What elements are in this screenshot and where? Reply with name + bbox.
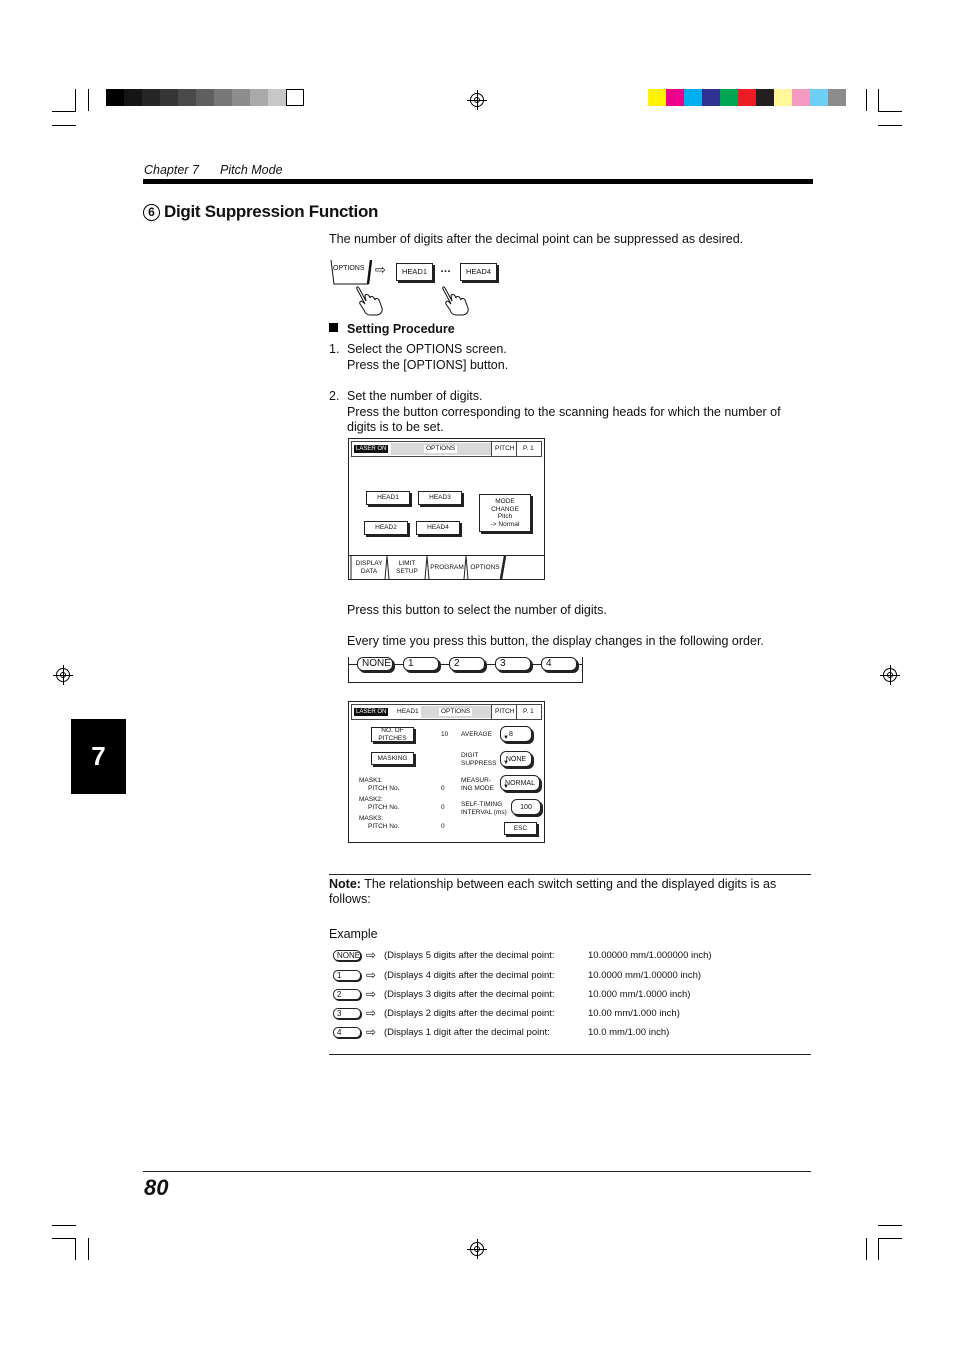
step1-detail: Press the [OPTIONS] button. <box>347 358 509 372</box>
options-tab-icon <box>330 259 372 287</box>
screen-title: OPTIONS <box>441 708 471 715</box>
mode-line: MODE <box>495 498 515 505</box>
options-screen <box>348 438 545 580</box>
example-description: (Displays 1 digit after the decimal point: <box>384 1027 550 1038</box>
tab-label: LIMIT <box>398 560 416 567</box>
crop-mark <box>52 125 76 126</box>
pointing-hand-icon <box>441 286 471 316</box>
label-line: PITCH No. <box>368 784 400 792</box>
options-tab-label: OPTIONS <box>333 265 365 272</box>
mask3-label <box>359 815 399 830</box>
step-number: 2. <box>329 389 340 403</box>
calibration-swatch <box>178 89 196 106</box>
no-of-pitches-value: 10 <box>441 731 449 738</box>
mode-line: -> Normal <box>490 520 520 528</box>
mode-line: CHANGE <box>491 505 519 513</box>
crop-mark <box>878 111 902 112</box>
page-number: 80 <box>144 1175 169 1200</box>
crop-mark <box>52 1238 76 1239</box>
page-indicator: P. 1 <box>523 445 534 452</box>
registration-mark-icon <box>883 668 897 682</box>
note-body-cont: follows: <box>329 892 371 906</box>
calibration-swatch <box>720 89 738 106</box>
intro-text: The number of digits after the decimal point can be suppressed as desired. <box>329 232 744 246</box>
example-button-1: 1 <box>333 970 361 981</box>
pitch-label: PITCH <box>495 708 515 715</box>
mode-change-button[interactable] <box>479 494 531 532</box>
calibration-swatch <box>214 89 232 106</box>
crop-mark <box>878 125 902 126</box>
calibration-swatch <box>648 89 666 106</box>
order-instruction: Every time you press this button, the display changes in the following order. <box>347 634 764 648</box>
bullet-square-icon <box>329 323 338 332</box>
crop-mark <box>88 1238 89 1260</box>
button-line: NO. OF <box>381 727 404 734</box>
step2-detail-cont: digits is to be set. <box>347 420 444 434</box>
calibration-swatch <box>250 89 268 106</box>
example-button-3: 3 <box>333 1008 361 1019</box>
crop-mark <box>88 89 89 111</box>
example-description: (Displays 4 digits after the decimal point: <box>384 970 555 981</box>
calibration-swatch <box>196 89 214 106</box>
arrow-right-icon: ⇨ <box>366 948 377 962</box>
select-value: NORMAL <box>505 779 535 787</box>
note-body: The relationship between each switch setting and the displayed digits is as <box>360 877 777 891</box>
crop-mark <box>878 1225 902 1226</box>
example-value: 10.00 mm/1.000 inch) <box>588 1008 680 1019</box>
calibration-swatch <box>666 89 684 106</box>
calibration-swatch <box>774 89 792 106</box>
crop-mark <box>52 1225 76 1226</box>
dropdown-arrow-icon: ▼ <box>503 735 509 741</box>
note-label: Note: <box>329 877 361 891</box>
label-line: PITCH No. <box>368 822 400 830</box>
select-value: 8 <box>509 730 513 738</box>
label-line: MASK3: <box>359 815 383 822</box>
label-line: ING MODE <box>461 784 494 792</box>
divider <box>516 442 517 456</box>
example-value: 10.0000 mm/1.00000 inch) <box>588 970 702 981</box>
head2-button[interactable]: HEAD2 <box>364 521 408 535</box>
footer-rule <box>143 1171 811 1172</box>
calibration-swatch <box>756 89 774 106</box>
label-line: INTERVAL (ms) <box>461 808 507 816</box>
example-value: 10.00000 mm/1.000000 inch) <box>588 950 712 961</box>
crop-mark <box>878 1238 902 1239</box>
mask3-value: 0 <box>441 823 445 830</box>
chapter-side-tab: 7 <box>71 719 126 794</box>
header-rule <box>143 179 813 184</box>
measuring-mode-select[interactable] <box>500 775 540 791</box>
divider <box>516 705 517 719</box>
self-timing-label <box>461 801 507 816</box>
dropdown-arrow-icon: ▼ <box>503 760 509 766</box>
registration-mark-icon <box>470 1242 484 1256</box>
button-line: PITCHES <box>378 734 407 742</box>
head1-button[interactable]: HEAD1 <box>366 491 410 505</box>
order-step-3: 3 <box>495 657 531 671</box>
label-line: MASK2: <box>359 796 383 803</box>
calibration-swatch <box>792 89 810 106</box>
head3-button[interactable]: HEAD3 <box>418 491 462 505</box>
step1-text: Select the OPTIONS screen. <box>347 342 507 356</box>
head1-options-screen <box>348 701 545 843</box>
step2-detail: Press the button corresponding to the scanning heads for which the number of <box>347 405 781 419</box>
calibration-swatch <box>810 89 828 106</box>
arrow-right-icon: ⇨ <box>375 262 386 277</box>
tab-label: DATA <box>360 567 378 575</box>
example-description: (Displays 5 digits after the decimal point: <box>384 950 555 961</box>
label-line: MEASUR- <box>461 777 491 784</box>
calibration-swatch <box>268 89 286 106</box>
calibration-swatch <box>702 89 720 106</box>
mask1-value: 0 <box>441 785 445 792</box>
mask2-label <box>359 796 399 811</box>
divider <box>491 705 492 719</box>
label-line: DIGIT <box>461 752 479 759</box>
mask2-value: 0 <box>441 804 445 811</box>
tab-program[interactable]: PROGRAM <box>430 564 464 571</box>
tab-label: DISPLAY <box>355 560 383 567</box>
calibration-swatch <box>738 89 756 106</box>
example-value: 10.0 mm/1.00 inch) <box>588 1027 670 1038</box>
calibration-swatch <box>124 89 142 106</box>
digit-suppress-select[interactable] <box>500 751 532 767</box>
mask1-label <box>359 777 399 792</box>
step2-text: Set the number of digits. <box>347 389 483 403</box>
head1-button-illustration: HEAD1 <box>396 263 433 281</box>
registration-mark-icon <box>470 93 484 107</box>
page-indicator: P. 1 <box>523 708 534 715</box>
calibration-swatch <box>142 89 160 106</box>
average-label: AVERAGE <box>461 731 492 738</box>
note-text <box>329 876 811 892</box>
divider <box>491 442 492 456</box>
section-label: Pitch Mode <box>220 163 283 177</box>
example-label: Example <box>329 927 378 941</box>
note-top-rule <box>329 874 811 875</box>
order-step-none: NONE <box>357 657 393 671</box>
self-timing-interval-field[interactable]: 100 <box>511 799 541 815</box>
arrow-right-icon: ⇨ <box>366 1006 377 1020</box>
arrow-right-icon: ⇨ <box>366 968 377 982</box>
example-button-2: 2 <box>333 989 361 1000</box>
calibration-swatch <box>286 89 304 106</box>
crop-mark <box>878 1238 879 1260</box>
tab-label: SETUP <box>396 567 418 575</box>
label-line: PITCH No. <box>368 803 400 811</box>
masking-button[interactable]: MASKING <box>371 752 414 765</box>
calibration-swatch <box>828 89 846 106</box>
example-description: (Displays 3 digits after the decimal point: <box>384 989 555 1000</box>
label-line: SUPPRESS <box>461 759 497 767</box>
arrow-right-icon: ⇨ <box>366 1025 377 1039</box>
example-button-4: 4 <box>333 1027 361 1038</box>
arrow-right-icon: ⇨ <box>366 987 377 1001</box>
calibration-swatch <box>160 89 178 106</box>
label-line: SELF-TIMING <box>461 801 503 808</box>
laser-on-indicator: LASER ON <box>356 446 387 452</box>
tab-options[interactable]: OPTIONS <box>470 564 500 571</box>
crop-mark <box>866 1238 867 1260</box>
label-line: MASK1: <box>359 777 383 784</box>
crop-mark <box>75 89 76 111</box>
step-number: 1. <box>329 342 340 356</box>
pointing-hand-icon <box>355 286 385 316</box>
crop-mark <box>878 89 879 111</box>
average-select[interactable] <box>500 726 532 742</box>
registration-mark-icon <box>56 668 70 682</box>
ellipsis: … <box>440 263 452 275</box>
tab-limit-setup[interactable] <box>390 560 424 575</box>
pitch-label: PITCH <box>495 445 515 452</box>
calibration-swatch <box>232 89 250 106</box>
crop-mark <box>75 1238 76 1260</box>
head4-button[interactable]: HEAD4 <box>416 521 460 535</box>
head-label: HEAD1 <box>397 708 419 715</box>
procedure-heading: Setting Procedure <box>347 322 455 336</box>
calibration-swatch <box>684 89 702 106</box>
screen-title: OPTIONS <box>426 445 456 452</box>
measuring-mode-label <box>461 777 494 792</box>
example-description: (Displays 2 digits after the decimal point: <box>384 1008 555 1019</box>
crop-mark <box>866 89 867 111</box>
order-step-4: 4 <box>541 657 577 671</box>
laser-on-indicator: LASER ON <box>356 709 387 715</box>
chapter-label: Chapter 7 <box>144 163 199 177</box>
calibration-swatch <box>106 89 124 106</box>
mode-line: Pitch <box>497 513 513 520</box>
no-of-pitches-button[interactable] <box>371 727 414 742</box>
esc-button[interactable]: ESC <box>504 822 537 835</box>
dropdown-arrow-icon: ▼ <box>503 784 509 790</box>
head4-button-illustration: HEAD4 <box>460 263 497 281</box>
select-value: NONE <box>505 755 527 763</box>
order-step-2: 2 <box>449 657 485 671</box>
note-bottom-rule <box>329 1054 811 1055</box>
page-title: Digit Suppression Function <box>164 202 379 221</box>
crop-mark <box>52 111 76 112</box>
press-instruction: Press this button to select the number of digits. <box>347 603 607 617</box>
example-button-none: NONE <box>333 950 361 961</box>
digit-suppress-label <box>461 752 496 767</box>
example-value: 10.000 mm/1.0000 inch) <box>588 989 691 1000</box>
tab-display-data[interactable] <box>353 560 385 575</box>
section-number-badge: 6 <box>143 204 160 221</box>
order-step-1: 1 <box>403 657 439 671</box>
